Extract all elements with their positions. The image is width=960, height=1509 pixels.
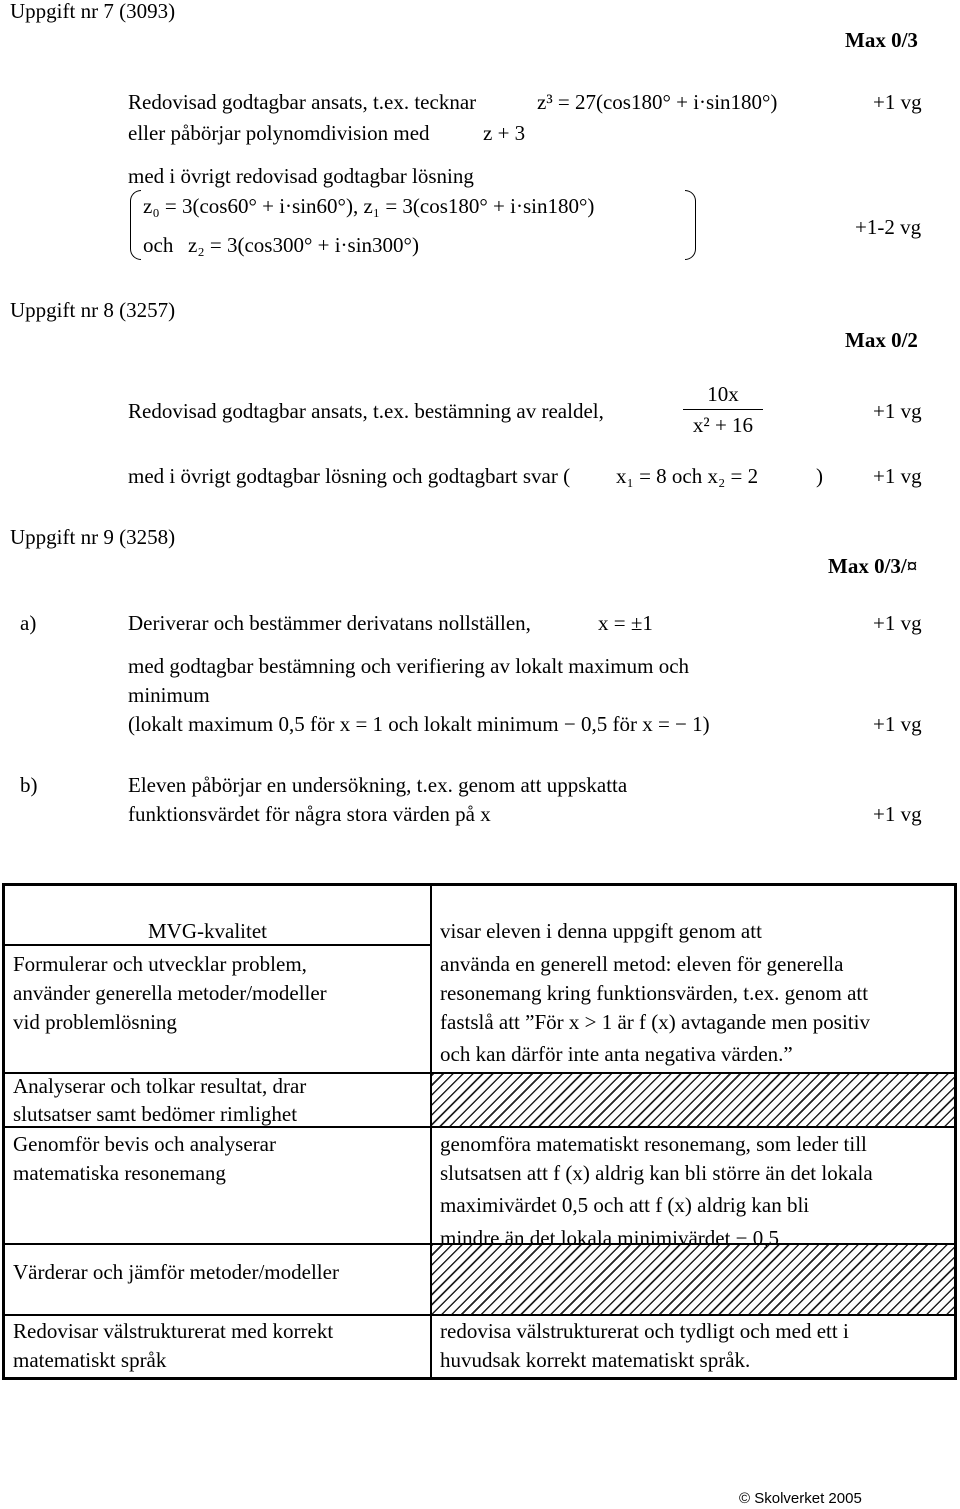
part-a-formula: x = ±1 (598, 611, 653, 635)
uppgift-7-line-2: eller påbörjar polynomdivision med (128, 121, 430, 145)
row-3-right-line-4: mindre än det lokala minimivärdet − 0,5 (440, 1226, 780, 1250)
left-brace (130, 190, 141, 260)
footer-copyright: © Skolverket 2005 (739, 1490, 862, 1507)
part-b-line-1: Eleven påbörjar en undersökning, t.ex. genom att uppskatta (128, 773, 628, 797)
uppgift-7-score-2: +1-2 vg (855, 215, 922, 239)
part-a-label: a) (20, 611, 37, 635)
row-1-right-line-1: visar eleven i denna uppgift genom att (440, 919, 762, 943)
row-5-right-line-2: huvudsak korrekt matematiskt språk. (440, 1348, 751, 1372)
uppgift-9-max: Max 0/3/¤ (828, 554, 918, 578)
part-a-line-4: (lokalt maximum 0,5 för x = 1 och lokalt minimum − 0,5 för x = − 1) (128, 712, 710, 736)
row-3-left-line-1: Genomför bevis och analyserar (13, 1132, 276, 1156)
hatched-cell-vardera (432, 1244, 954, 1314)
row-3-right-line-1: genomföra matematiskt resonemang, som leder till (440, 1132, 867, 1156)
row-3-right-line-2: slutsatsen att f (x) aldrig kan bli större än det lokala (440, 1161, 873, 1185)
uppgift-7-formula-b: z₂ = 3(cos300° + i·sin300°) (188, 233, 419, 257)
realdel-fraction (683, 381, 763, 439)
part-b-score: +1 vg (873, 802, 922, 826)
row-2-left-line-2: slutsatser samt bedömer rimlighet (13, 1102, 298, 1126)
row-3-right-line-3: maximivärdet 0,5 och att f (x) aldrig kan bli (440, 1193, 810, 1217)
row-3-left-line-2: matematiska resonemang (13, 1161, 226, 1185)
fraction-bar (683, 409, 763, 410)
row-1-right-line-5: och kan därför inte anta negativa värden.” (440, 1042, 793, 1066)
hatched-cell-analyserar (432, 1074, 954, 1126)
part-b-label: b) (20, 773, 38, 797)
row-4-left-line-1: Värderar och jämför metoder/modeller (13, 1260, 339, 1284)
row-divider-4 (5, 1314, 954, 1316)
row-1-right-line-2: använda en generell metod: eleven för generella (440, 952, 844, 976)
row-1-left-line-1: Formulerar och utvecklar problem, (13, 952, 307, 976)
row-1-left-line-3: vid problemlösning (13, 1010, 177, 1034)
row-2-left-line-1: Analyserar och tolkar resultat, drar (13, 1074, 307, 1098)
uppgift-7-formula-2: z + 3 (483, 121, 526, 145)
uppgift-8-max: Max 0/2 (845, 328, 918, 352)
uppgift-7-line-3: med i övrigt redovisad godtagbar lösning (128, 164, 474, 188)
part-b-line-2: funktionsvärdet för några stora värden på x (128, 802, 491, 826)
part-a-score-2: +1 vg (873, 712, 922, 736)
part-a-line-2: med godtagbar bestämning och verifiering av lokalt maximum och (128, 654, 690, 678)
mvg-quality-table (2, 883, 957, 1380)
row-1-right-line-3: resonemang kring funktionsvärden, t.ex. genom att (440, 981, 869, 1005)
uppgift-7-title: Uppgift nr 7 (3093) (10, 0, 176, 23)
uppgift-8-line-2-end: ) (816, 464, 823, 488)
uppgift-9-title: Uppgift nr 9 (3258) (10, 525, 176, 549)
uppgift-8-score-1: +1 vg (873, 399, 922, 423)
row-1-left-line-2: använder generella metoder/modeller (13, 981, 327, 1005)
uppgift-8-line-2: med i övrigt godtagbar lösning och godtagbart svar ( (128, 464, 571, 488)
uppgift-8-title: Uppgift nr 8 (3257) (10, 298, 176, 322)
uppgift-8-score-2: +1 vg (873, 464, 922, 488)
row-5-right-line-1: redovisa välstrukturerat och tydligt och med ett i (440, 1319, 849, 1343)
right-brace (685, 190, 696, 260)
row-5-left-line-1: Redovisar välstrukturerat med korrekt (13, 1319, 334, 1343)
uppgift-7-formula-1: z³ = 27(cos180° + i·sin180°) (537, 90, 778, 114)
fraction-numerator: 10x (707, 382, 739, 406)
uppgift-8-line-1: Redovisad godtagbar ansats, t.ex. bestämning av realdel, (128, 399, 604, 423)
uppgift-7-och: och (143, 233, 174, 257)
table-header: MVG-kvalitet (148, 919, 267, 943)
uppgift-7-max: Max 0/3 (845, 28, 918, 52)
row-1-right-line-4: fastslå att ”För x > 1 är f (x) avtagande men positiv (440, 1010, 870, 1034)
uppgift-7-score-1: +1 vg (873, 90, 922, 114)
part-a-score-1: +1 vg (873, 611, 922, 635)
row-5-left-line-2: matematiskt språk (13, 1348, 167, 1372)
uppgift-7-formula-a: z₀ = 3(cos60° + i·sin60°), z₁ = 3(cos180° + i·sin180°) (143, 194, 595, 218)
fraction-denominator: x² + 16 (692, 413, 754, 438)
uppgift-7-line-1: Redovisad godtagbar ansats, t.ex. tecknar (128, 90, 477, 114)
part-a-line-3: minimum (128, 683, 210, 707)
part-a-line-1: Deriverar och bestämmer derivatans nollställen, (128, 611, 531, 635)
uppgift-8-formula-2: x₁ = 8 och x₂ = 2 (616, 464, 759, 488)
